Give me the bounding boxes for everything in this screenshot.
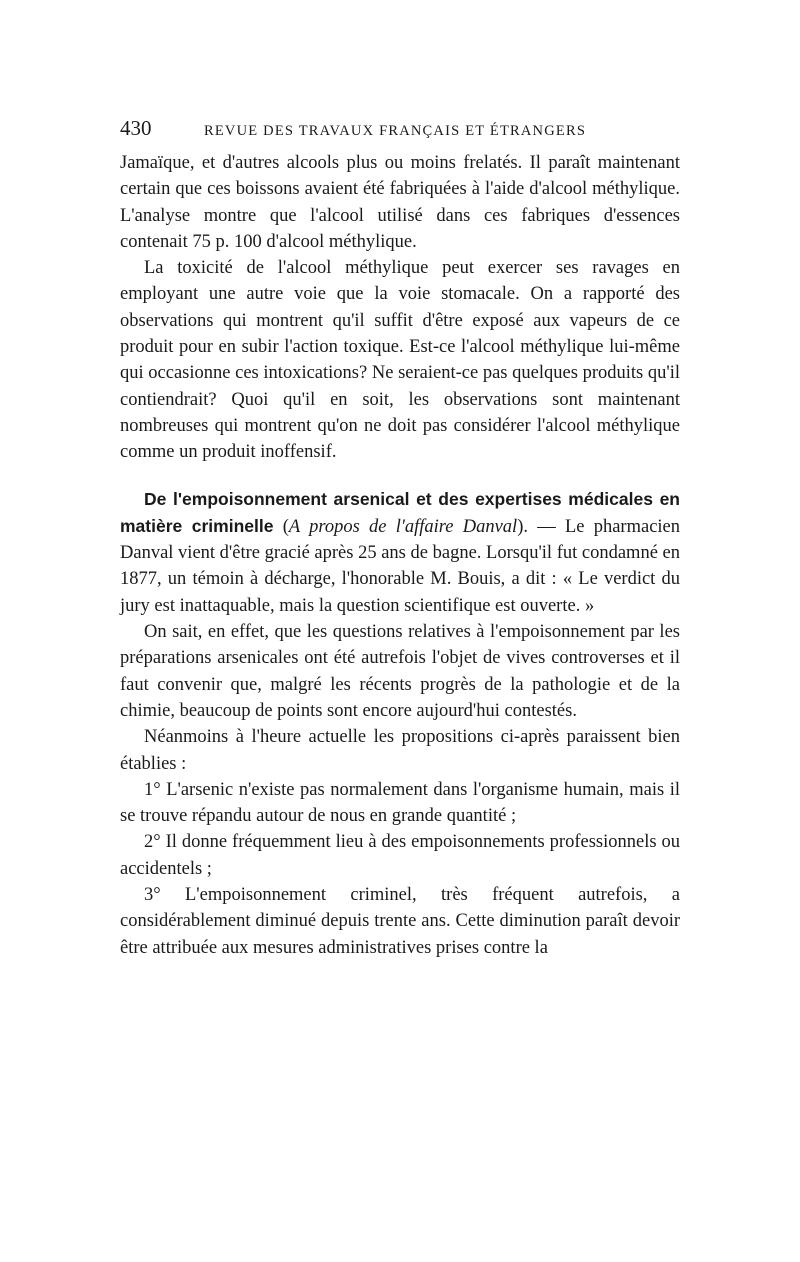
section-spacer — [120, 466, 680, 486]
section-subtitle: A propos de l'affaire Danval — [288, 516, 518, 537]
running-header — [120, 116, 680, 144]
paragraph-continuation: Jamaïque, et d'autres alcools plus ou moins frelatés. Il paraît maintenant certain que ces boissons avaient été fabriquées à l'aide d'alcool méthylique. L'analyse montre que l'alcool utilisé dans ces fabriques d'essences contenait 75 p. 100 d'alcool méthylique. — [120, 153, 680, 252]
document-page — [120, 116, 680, 961]
section-intro-text: — Le pharmacien Danval vient d'être gracié après 25 ans de bagne. Lorsqu'il fut condamné en 1877, un témoin à décharge, l'honorable M. Bouis, a dit : « Le verdict du jury est inattaquable, mais la question scientifique est ouverte. » — [120, 516, 681, 616]
subtitle-open-paren: ( — [273, 516, 289, 537]
proposition-item-1: 1° L'arsenic n'existe pas normalement dans l'organisme humain, mais il se trouve répandu autour de nous en grande quantité ; — [120, 779, 680, 827]
proposition-item-3: 3° L'empoisonnement criminel, très fréquent autrefois, a considérablement diminué depuis trente ans. Cette diminution paraît devoir être attribuée aux mesures administratives prises contre la — [120, 885, 680, 958]
section-title: De l'empoisonnement arsenical et des expertises médicales en matière criminelle — [120, 488, 680, 536]
section-lead-paragraph — [120, 486, 680, 619]
page-number: 430 — [120, 116, 152, 140]
paragraph-controversies: On sait, en effet, que les questions relatives à l'empoisonnement par les préparations arsenicales ont été autrefois l'objet de vives controverses et il faut convenir que, malgré les récents progrès de la pathologie et de la chimie, beaucoup de points sont encore aujourd'hui contestés. — [120, 622, 680, 721]
journal-title: REVUE DES TRAVAUX FRANÇAIS ET ÉTRANGERS — [204, 123, 587, 139]
subtitle-close-paren: ). — [517, 516, 538, 537]
proposition-item-2: 2° Il donne fréquemment lieu à des empoisonnements professionnels ou accidentels ; — [120, 832, 680, 879]
paragraph-propositions-intro: Néanmoins à l'heure actuelle les propositions ci-après paraissent bien établies : — [120, 727, 680, 774]
paragraph-methyl-toxicity: La toxicité de l'alcool méthylique peut exercer ses ravages en employant une autre voie que la voie stomacale. On a rapporté des observations qui montrent qu'il suffit d'être exposé aux vapeurs de ce produit pour en subir l'action toxique. Est-ce l'alcool méthylique lui-même qui occasionne ces intoxications? Ne seraient-ce pas quelques produits qu'il contiendrait? Quoi qu'il en soit, les observations sont maintenant nombreuses qui montrent qu'on ne doit pas considérer l'alcool méthylique comme un produit inoffensif. — [120, 258, 680, 463]
